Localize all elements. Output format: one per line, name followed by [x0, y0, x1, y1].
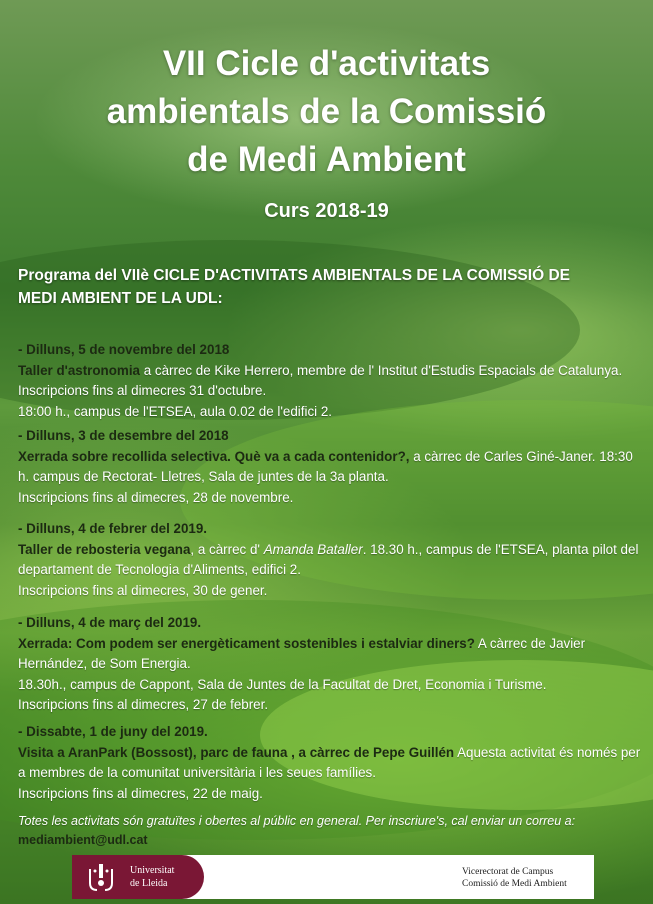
intro-line: MEDI AMBIENT DE LA UDL: [18, 290, 223, 307]
program-intro [18, 264, 644, 310]
event-description [18, 540, 644, 581]
udl-name [130, 864, 202, 890]
event-description [18, 361, 644, 402]
udl-name-line: de Lleida [130, 878, 168, 889]
event-item [18, 722, 644, 804]
event-details: . 18.30 h., campus de l'ETSEA, planta pilot del departament de Tecnologia d'Aliments, edifici 2. [18, 541, 639, 577]
intro-line: Programa del VIIè CICLE D'ACTIVITATS AMBIENTALS DE LA COMISSIÓ DE [18, 267, 570, 284]
event-date: - Dilluns, 4 de març del 2019. [18, 615, 202, 630]
event-details: a càrrec de Carles Giné-Janer. 18:30 h. campus de Rectorat- Lletres, Sala de juntes de la 3a planta. [18, 448, 633, 484]
udl-name-line: Universitat [130, 865, 175, 876]
vicerectorat-label [462, 866, 592, 890]
event-topic: Visita a AranPark (Bossost), parc de fauna , a càrrec de Pepe Guillén [18, 744, 455, 760]
title-line: de Medi Ambient [187, 140, 466, 179]
vice-line: Vicerectorat de Campus [462, 867, 554, 877]
event-date: - Dilluns, 3 de desembre del 2018 [18, 428, 229, 443]
event-registration: Inscripcions fins al dimecres, 28 de novembre. [18, 489, 294, 505]
poster-title [0, 40, 653, 184]
title-line: ambientals de la Comissió [106, 92, 547, 131]
event-topic: Xerrada sobre recollida selectiva. Què va a cada contenidor?, [18, 448, 410, 464]
udl-emblem-icon [84, 861, 118, 893]
contact-email[interactable]: mediambient@udl.cat [18, 833, 148, 847]
event-description [18, 743, 644, 784]
event-item [18, 426, 644, 508]
event-registration: Inscripcions fins al dimecres, 27 de febrer. [18, 697, 269, 712]
event-registration: Inscripcions fins al dimecres, 22 de maig. [18, 785, 263, 801]
event-details: Aquesta activitat és només per a membres de la comunitat universitària i les seues famílies. [18, 744, 641, 780]
event-topic: Taller d'astronomia [18, 362, 140, 378]
event-date: - Dissabte, 1 de juny del 2019. [18, 724, 208, 739]
event-date: - Dilluns, 4 de febrer del 2019. [18, 521, 208, 536]
event-prefix: , a càrrec d' [190, 541, 264, 557]
title-line: VII Cicle d'activitats [162, 44, 491, 83]
event-topic: Xerrada: Com podem ser energèticament sostenibles i estalviar diners? [18, 635, 475, 651]
event-item [18, 340, 644, 422]
event-registration: Inscripcions fins al dimecres, 30 de gener. [18, 582, 268, 598]
udl-logo [72, 855, 204, 899]
event-speaker: Amanda Bataller [263, 541, 363, 557]
event-details: A càrrec de Javier Hernández, de Som Energia. [18, 635, 586, 671]
event-time-place: 18.30h., campus de Cappont, Sala de Juntes de la Facultat de Dret, Economia i Turisme. [18, 676, 547, 692]
footnote [18, 812, 644, 850]
event-item [18, 519, 644, 601]
event-details: a càrrec de Kike Herrero, membre de l' Institut d'Estudis Espacials de Catalunya. Inscripcions fins al dimecres 31 d'octubre. [18, 362, 623, 398]
event-item [18, 613, 644, 716]
event-time-place: 18:00 h., campus de l'ETSEA, aula 0.02 de l'edifici 2. [18, 403, 333, 419]
event-description [18, 634, 644, 675]
event-date: - Dilluns, 5 de novembre del 2018 [18, 342, 230, 357]
vice-line: Comissió de Medi Ambient [462, 879, 567, 889]
logo-bar [72, 855, 594, 899]
event-description [18, 447, 644, 488]
event-topic: Taller de rebosteria vegana [18, 541, 191, 557]
footnote-text: Totes les activitats són gratuïtes i obertes al públic en general. Per inscriure's, cal enviar un correu a: [18, 814, 576, 828]
course-year: Curs 2018-19 [264, 200, 389, 222]
